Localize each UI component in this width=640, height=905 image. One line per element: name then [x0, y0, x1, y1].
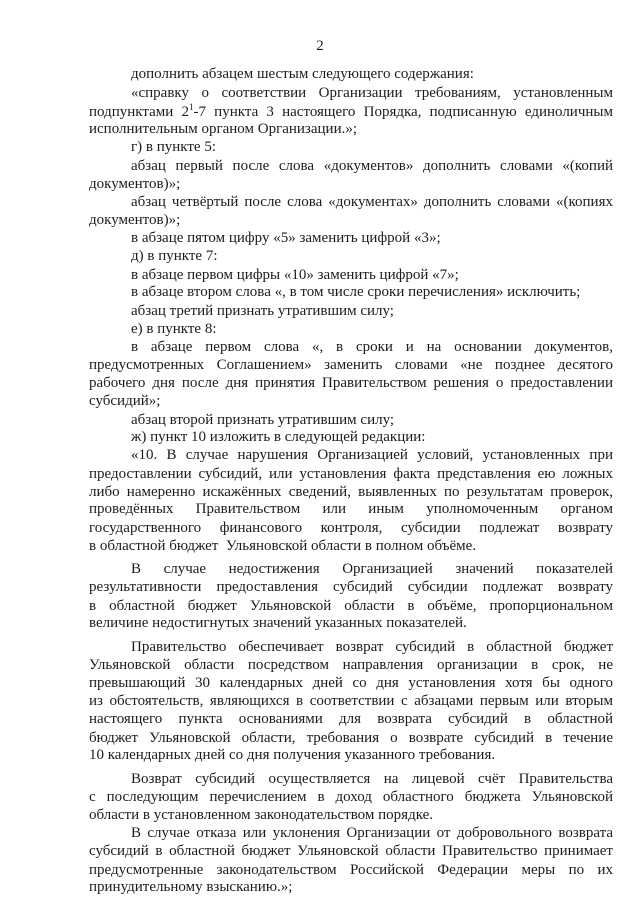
- text-line: ж) пункт 10 изложить в следующей редакции:: [131, 429, 426, 445]
- text-line: с последующим перечислением в доход областного бюджета Ульяновской: [89, 789, 613, 806]
- text-line: Возврат субсидий осуществляется на лицевой счёт Правительства: [131, 770, 613, 787]
- text-fragment: подпунктами 2: [89, 103, 189, 120]
- superscript: 1: [188, 101, 194, 112]
- text-line: В случае недостижения Организацией значений показателей: [131, 560, 613, 577]
- text-line: дополнить абзацем шестым следующего содержания:: [131, 66, 474, 82]
- text-line: в абзаце втором слова «, в том числе сроки перечисления» исключить;: [131, 284, 581, 301]
- text-line: в абзаце пятом цифру «5» заменить цифрой «3»;: [131, 230, 441, 247]
- text-line: предусмотренных Соглашением» заменить словами «не позднее десятого: [89, 356, 613, 373]
- text-line: либо намеренно искажённых сведений, выявленных по результатам проверок,: [89, 484, 613, 500]
- text-line: предусмотренные законодательством Российской Федерации меры по их: [89, 861, 613, 878]
- text-line: бюджет Ульяновской области, требования о возврате субсидий в течение: [89, 729, 613, 746]
- text-line: предоставлении субсидий, или установления факта представления ею ложных: [89, 465, 613, 482]
- text-line: документов)»;: [89, 176, 181, 192]
- text-line: [89, 103, 613, 121]
- text-line: области в установленном законодательством порядке.: [89, 806, 434, 823]
- text-line: Правительство обеспечивает возврат субсидий в областной бюджет: [131, 638, 613, 655]
- text-line: результативности предоставления субсидий субсидии подлежат возврату: [89, 579, 613, 596]
- text-line: е) в пункте 8:: [131, 320, 217, 337]
- text-line: В случае отказа или уклонения Организации от добровольного возврата: [131, 824, 613, 841]
- text-fragment: -: [193, 103, 199, 120]
- text-line: в областной бюджет Ульяновской области в полном объёме.: [89, 538, 477, 554]
- text-line: исполнительным органом Организации.»;: [89, 121, 358, 137]
- text-line: рабочего дня после дня принятия Правительством решения о предоставлении: [89, 374, 613, 391]
- text-line: настоящего пункта основаниями для возврата субсидий в областной: [89, 711, 613, 728]
- text-fragment: 7 пункта 3 настоящего Порядка, подписанную единоличным: [198, 103, 613, 120]
- text-line: величине недостигнутых значений указанных показателей.: [89, 615, 467, 631]
- text-line: государственного финансового контроля, субсидии подлежат возврату: [89, 519, 613, 536]
- text-line: принудительному взысканию.»;: [89, 879, 293, 895]
- text-line: в абзаце первом слова «, в сроки и на основании документов,: [131, 339, 613, 356]
- text-line: субсидий в областной бюджет Ульяновской области Правительство принимает: [89, 843, 613, 860]
- text-line: в абзаце первом цифры «10» заменить цифрой «7»;: [131, 266, 459, 283]
- text-line: в областной бюджет Ульяновской области в объёме, пропорциональном: [89, 597, 613, 614]
- text-line: г) в пункте 5:: [131, 139, 217, 156]
- text-line: документов)»;: [89, 211, 181, 228]
- text-line: субсидий»;: [89, 393, 161, 410]
- text-line: абзац четвёртый после слова «документах» дополнить словами «(копиях: [131, 194, 613, 211]
- text-line: «10. В случае нарушения Организацией условий, установленных при: [131, 447, 613, 464]
- text-line: из обстоятельств, являющихся в соответствии с абзацами первым или вторым: [89, 692, 613, 709]
- page-number: 2: [316, 38, 324, 54]
- text-line: проведённых Правительством или иным уполномоченным органом: [89, 501, 613, 518]
- text-line: абзац третий признать утратившим силу;: [131, 302, 394, 319]
- text-line: д) в пункте 7:: [131, 248, 218, 265]
- text-line: 10 календарных дней со дня получения указанного требования.: [89, 747, 496, 763]
- text-line: «справку о соответствии Организации требованиям, установленным: [131, 85, 613, 102]
- text-line: абзац второй признать утратившим силу;: [131, 411, 395, 428]
- text-line: абзац первый после слова «документов» дополнить словами «(копий: [131, 157, 613, 174]
- text-line: Ульяновской области посредством направления организации в срок, не: [89, 657, 613, 674]
- text-line: превышающий 30 календарных дней со дня установления хотя бы одного: [89, 674, 613, 691]
